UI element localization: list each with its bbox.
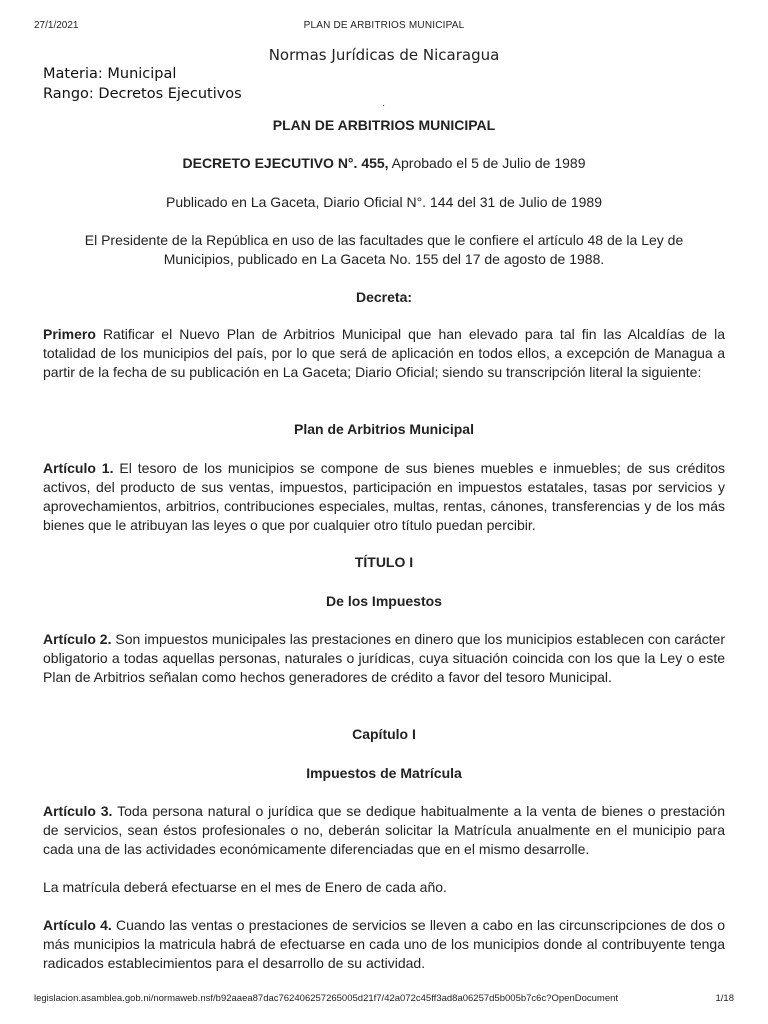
decree-line xyxy=(40,154,728,173)
article-3 xyxy=(43,802,725,859)
preamble: El Presidente de la República en uso de las facultades que le confiere el artículo 48 de la Ley de Municipios, publicado en La Gaceta No. 155 del 17 de agosto de 1988. xyxy=(84,232,684,267)
document-title: PLAN DE ARBITRIOS MUNICIPAL xyxy=(272,117,496,133)
article-1-label: Artículo 1. xyxy=(43,460,114,476)
article-1 xyxy=(43,459,725,535)
article-3-label: Artículo 3. xyxy=(43,803,113,819)
primero-label: Primero xyxy=(43,326,96,342)
print-date: 27/1/2021 xyxy=(34,20,79,31)
materia-label: Materia: Municipal xyxy=(43,66,177,82)
print-footer-url: legislacion.asamblea.gob.ni/normaweb.nsf/b92aaea87dac762406257265005d21f7/42a072c45ff3ad8a06257d5b005b7c6c?OpenDocument xyxy=(34,993,619,1004)
article-4-text: Cuando las ventas o prestaciones de servicios se lleven a cabo en las circunscripciones de dos o más municipios la matricula habrá de efectuarse en cada uno de los municipios donde al contribuyente tenga radicados establecimientos para el desarrollo de su actividad. xyxy=(43,917,725,971)
article-2 xyxy=(43,630,725,687)
primero-paragraph xyxy=(43,325,725,382)
titulo-1-heading: TÍTULO I xyxy=(354,554,414,570)
site-title: Normas Jurídicas de Nicaragua xyxy=(268,46,500,64)
article-2-text: Son impuestos municipales las prestaciones en dinero que los municipios establecen con carácter obligatorio a todas aquellas personas, naturales o jurídicas, cuya situación coincida con los que la Ley o este Plan de Arbitrios señalan como hechos generadores de crédito a favor del tesoro Municipal. xyxy=(43,631,725,685)
print-header-title: PLAN DE ARBITRIOS MUNICIPAL xyxy=(303,20,465,31)
capitulo-1-subheading: Impuestos de Matrícula xyxy=(306,765,462,781)
rango-label: Rango: Decretos Ejecutivos xyxy=(43,86,242,102)
decreta-heading: Decreta: xyxy=(355,289,413,305)
titulo-1-subheading: De los Impuestos xyxy=(326,593,442,609)
article-2-label: Artículo 2. xyxy=(43,631,112,647)
published-line: Publicado en La Gaceta, Diario Oficial N°. 144 del 31 de Julio de 1989 xyxy=(166,194,602,210)
article-3-text: Toda persona natural o jurídica que se dedique habitualmente a la venta de bienes o prestación de servicios, sean éstos profesionales o no, deberán solicitar la Matrícula anualmente en el municipio para cada una de las actividades económicamente diferenciadas que en el mismo desarrolle. xyxy=(43,803,725,857)
primero-text: Ratificar el Nuevo Plan de Arbitrios Municipal que han elevado para tal fin las Alcaldías de la totalidad de los municipios del país, por lo que será de aplicación en todos ellos, a excepción de Managua a partir de la fecha de su publicación en La Gaceta; Diario Oficial; siendo su transcripción literal la siguiente: xyxy=(43,326,725,380)
page-number: 1/18 xyxy=(715,993,734,1004)
decree-approved: Aprobado el 5 de Julio de 1989 xyxy=(388,155,586,171)
decree-label: DECRETO EJECUTIVO N°. 455, xyxy=(182,155,389,171)
separator-dot: · xyxy=(382,100,386,111)
plan-heading: Plan de Arbitrios Municipal xyxy=(294,421,474,437)
article-1-text: El tesoro de los municipios se compone de sus bienes muebles e inmuebles; de sus créditos activos, del producto de sus ventas, impuestos, participación en impuestos estatales, tasas por servicios y aprovechamientos, arbitrios, contribuciones especiales, multas, rentas, cánones, transferencias y de los más bienes que le atribuyan las leyes o que por cualquier otro título puedan percibir. xyxy=(43,460,725,533)
capitulo-1-heading: Capítulo I xyxy=(352,726,416,742)
article-4 xyxy=(43,916,725,973)
article-3-paragraph-2: La matrícula deberá efectuarse en el mes de Enero de cada año. xyxy=(43,879,447,895)
article-4-label: Artículo 4. xyxy=(43,917,112,933)
